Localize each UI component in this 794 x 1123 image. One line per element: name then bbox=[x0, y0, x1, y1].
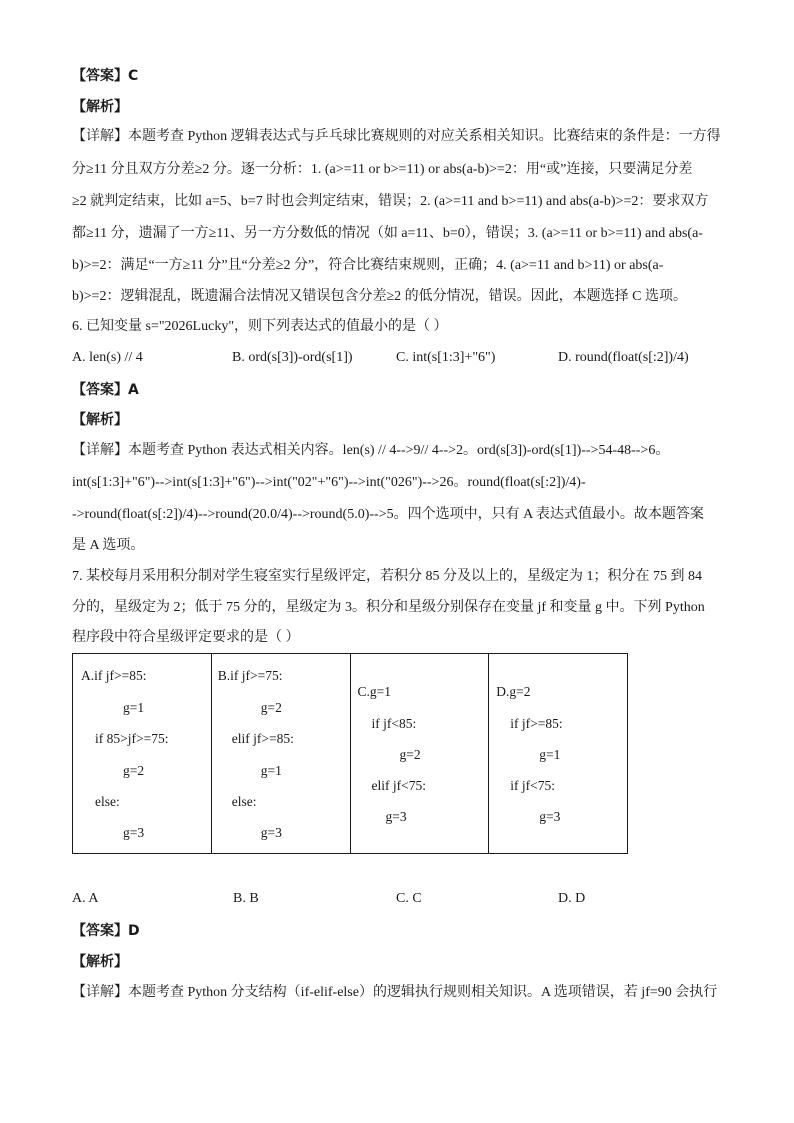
q5-detail-line: 【详解】本题考查 Python 逻辑表达式与乒乓球比赛规则的对应关系相关知识。比赛结束的条件是：一方得 bbox=[72, 129, 721, 144]
q7-option-a: A. A bbox=[72, 891, 99, 906]
code-line: B.if jf>=75: bbox=[217, 668, 283, 683]
code-box-a bbox=[73, 654, 212, 854]
q6-option-d: D. round(float(s[:2])/4) bbox=[558, 350, 689, 365]
code-box-d bbox=[489, 654, 628, 854]
q7-stem-line: 程序段中符合星级评定要求的是（ ） bbox=[72, 630, 300, 645]
code-line: g=2 bbox=[260, 700, 282, 715]
q7-option-d: D. D bbox=[558, 891, 586, 906]
code-line: D.g=2 bbox=[496, 684, 531, 699]
code-line: if 85>jf>=75: bbox=[95, 731, 169, 746]
code-line: g=2 bbox=[123, 763, 145, 778]
q6-detail-line: 是 A 选项。 bbox=[72, 538, 145, 553]
q7-detail-line: 【详解】本题考查 Python 分支结构（if-elif-else）的逻辑执行规则相关知识。A 选项错误，若 jf=90 会执行 bbox=[72, 985, 718, 1000]
code-line: g=3 bbox=[123, 825, 145, 840]
q7-option-c: C. C bbox=[396, 891, 422, 906]
code-line: if jf<85: bbox=[371, 716, 417, 731]
code-line: g=1 bbox=[539, 747, 561, 762]
q7-answer: 【答案】D bbox=[72, 923, 140, 939]
q6-stem: 6. 已知变量 s="2026Lucky"，则下列表达式的值最小的是（ ） bbox=[72, 319, 448, 334]
code-line: A.if jf>=85: bbox=[81, 668, 147, 683]
q6-answer: 【答案】A bbox=[72, 382, 139, 398]
code-line: elif jf<75: bbox=[371, 778, 426, 793]
q6-detail-line: ->round(float(s[:2])/4)-->round(20.0/4)-->round(5.0)-->5。四个选项中，只有 A 表达式值最小。故本题答案 bbox=[72, 507, 704, 522]
code-line: else: bbox=[231, 794, 257, 809]
q5-detail-line: 都≥11 分，遗漏了一方≥11、另一方分数低的情况（如 a=11、b=0），错误；3. (a>=11 or b>=11) and abs(a- bbox=[72, 226, 703, 241]
code-line: g=1 bbox=[260, 763, 282, 778]
code-line: C.g=1 bbox=[357, 684, 391, 699]
code-line: elif jf>=85: bbox=[231, 731, 294, 746]
code-line: if jf>=85: bbox=[510, 716, 563, 731]
q5-detail-line: b)>=2：满足“一方≥11 分”且“分差≥2 分”，符合比赛结束规则，正确；4. (a>=11 and b>11) or abs(a- bbox=[72, 258, 664, 273]
code-line: g=1 bbox=[123, 700, 145, 715]
code-comparison-table bbox=[72, 653, 628, 854]
code-box-c bbox=[350, 654, 489, 854]
q7-stem-line: 7. 某校每月采用积分制对学生寝室实行星级评定，若积分 85 分及以上的，星级定为 1；积分在 75 到 84 bbox=[72, 569, 702, 584]
q6-detail-line: 【详解】本题考查 Python 表达式相关内容。len(s) // 4-->9// 4-->2。ord(s[3])-ord(s[1])-->54-48-->6。 bbox=[72, 443, 670, 458]
q6-analysis-heading: 【解析】 bbox=[72, 412, 128, 428]
code-line: g=3 bbox=[539, 809, 561, 824]
code-box-b bbox=[211, 654, 350, 854]
q6-detail-line: int(s[1:3]+"6")-->int(s[1:3]+"6")-->int("02"+"6")-->int("026")-->26。round(float(s[:2])/4)- bbox=[72, 475, 586, 490]
q6-option-a: A. len(s) // 4 bbox=[72, 350, 143, 365]
code-line: if jf<75: bbox=[510, 778, 555, 793]
q5-detail-line: b)>=2：逻辑混乱，既遗漏合法情况又错误包含分差≥2 的低分情况，错误。因此，本题选择 C 选项。 bbox=[72, 289, 687, 304]
q7-analysis-heading: 【解析】 bbox=[72, 954, 128, 970]
q5-detail-line: 分≥11 分且双方分差≥2 分。逐一分析：1. (a>=11 or b>=11) or abs(a-b)>=2：用“或”连接，只要满足分差 bbox=[72, 162, 693, 177]
code-line: g=2 bbox=[399, 747, 421, 762]
code-line: g=3 bbox=[260, 825, 282, 840]
q5-detail-line: ≥2 就判定结束，比如 a=5、b=7 时也会判定结束，错误；2. (a>=11 and b>=11) and abs(a-b)>=2：要求双方 bbox=[72, 194, 709, 209]
q7-stem-line: 分的，星级定为 2；低于 75 分的，星级定为 3。积分和星级分别保存在变量 jf 和变量 g 中。下列 Python bbox=[72, 600, 705, 615]
code-line: g=3 bbox=[385, 809, 407, 824]
q5-answer: 【答案】C bbox=[72, 68, 139, 84]
q5-analysis-heading: 【解析】 bbox=[72, 99, 128, 115]
code-line: else: bbox=[95, 794, 120, 809]
q6-option-c: C. int(s[1:3]+"6") bbox=[396, 350, 496, 365]
q7-option-b: B. B bbox=[233, 891, 259, 906]
q6-option-b: B. ord(s[3])-ord(s[1]) bbox=[232, 350, 353, 365]
